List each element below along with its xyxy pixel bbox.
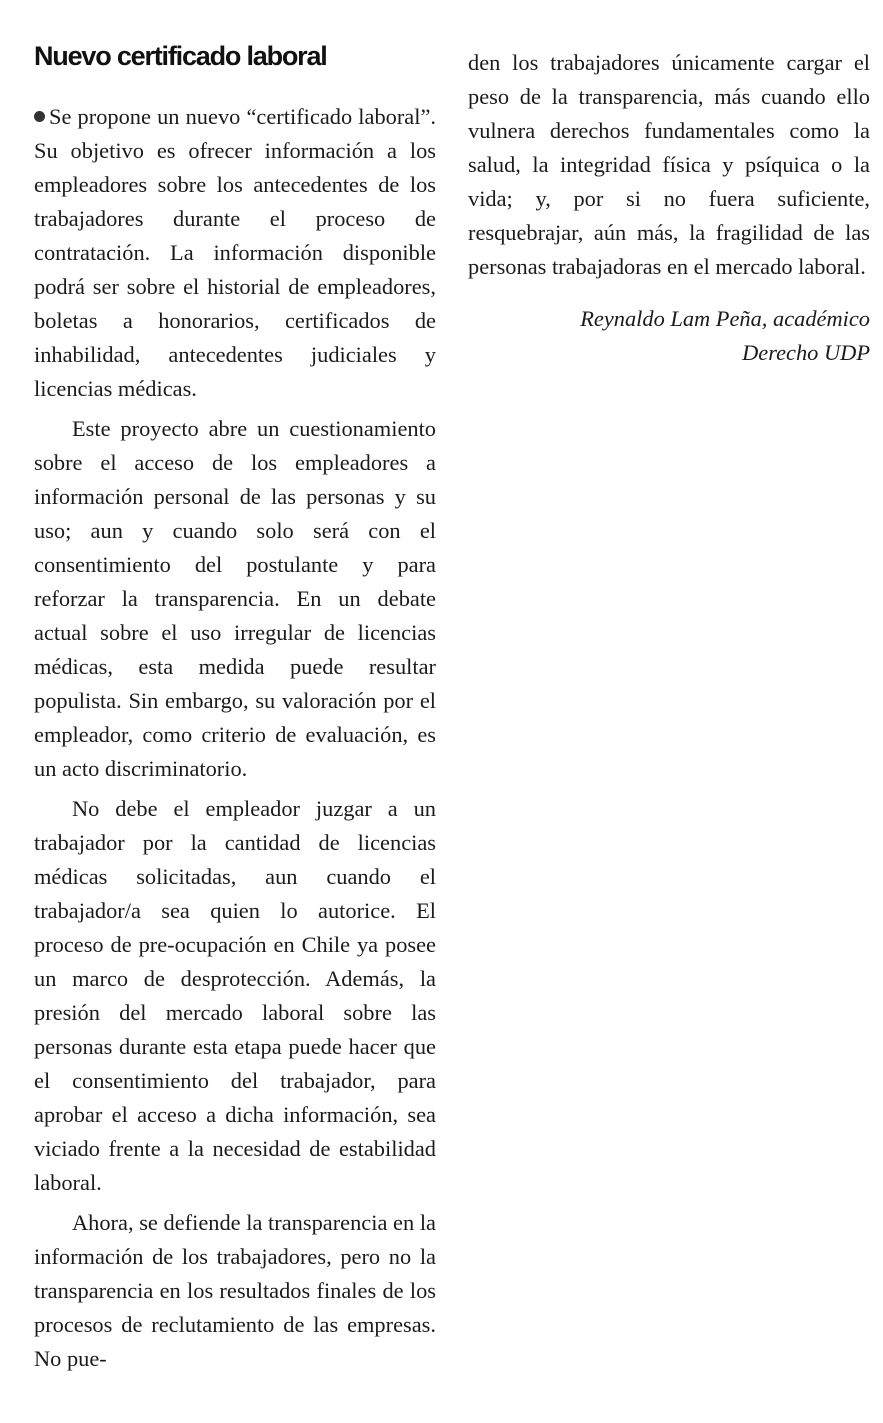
bullet-icon — [34, 111, 45, 122]
article-title: Nuevo certificado laboral — [34, 41, 327, 71]
author-signature — [468, 302, 870, 370]
article-paragraph-1 — [34, 100, 436, 406]
article-paragraph-4: Ahora, se defiende la transparencia en la información de los trabajadores, pero no la transparencia en los resultados finales de los procesos de reclutamiento de las empresas. No pue- — [34, 1210, 436, 1371]
article-column-left — [34, 40, 436, 1376]
article-column-right — [468, 46, 870, 370]
article-paragraph-3: No debe el empleador juzgar a un trabajador por la cantidad de licencias médicas solicitadas, aun cuando el trabajador/a sea quien lo autorice. El proceso de pre-ocupación en Chile ya posee un marco de desprotección. Además, la presión del mercado laboral sobre las personas durante esta etapa puede hacer que el consentimiento del trabajador, para aprobar el acceso a dicha información, sea viciado frente a la necesidad de estabilidad laboral. — [34, 796, 436, 1195]
author-affiliation: Derecho UDP — [742, 340, 870, 365]
author-name: Reynaldo Lam Peña, académico — [580, 306, 870, 331]
article-paragraph-4-continued: den los trabajadores únicamente cargar el peso de la transparencia, más cuando ello vulnera derechos fundamentales como la salud, la integridad física y psíquica o la vida; y, por si no fuera suficiente, resquebrajar, aún más, la fragilidad de las personas trabajadoras en el mercado laboral. — [468, 50, 870, 279]
article-paragraph-2: Este proyecto abre un cuestionamiento sobre el acceso de los empleadores a información personal de las personas y su uso; aun y cuando solo será con el consentimiento del postulante y para reforzar la transparencia. En un debate actual sobre el uso irregular de licencias médicas, esta medida puede resultar populista. Sin embargo, su valoración por el empleador, como criterio de evaluación, es un acto discriminatorio. — [34, 416, 436, 781]
paragraph-1-text: Se propone un nuevo “certificado laboral”. Su objetivo es ofrecer información a los empleadores sobre los antecedentes de los trabajadores durante el proceso de contratación. La información disponible podrá ser sobre el historial de empleadores, boletas a honorarios, certificados de inhabilidad, antecedentes judiciales y licencias médicas. — [34, 104, 436, 401]
